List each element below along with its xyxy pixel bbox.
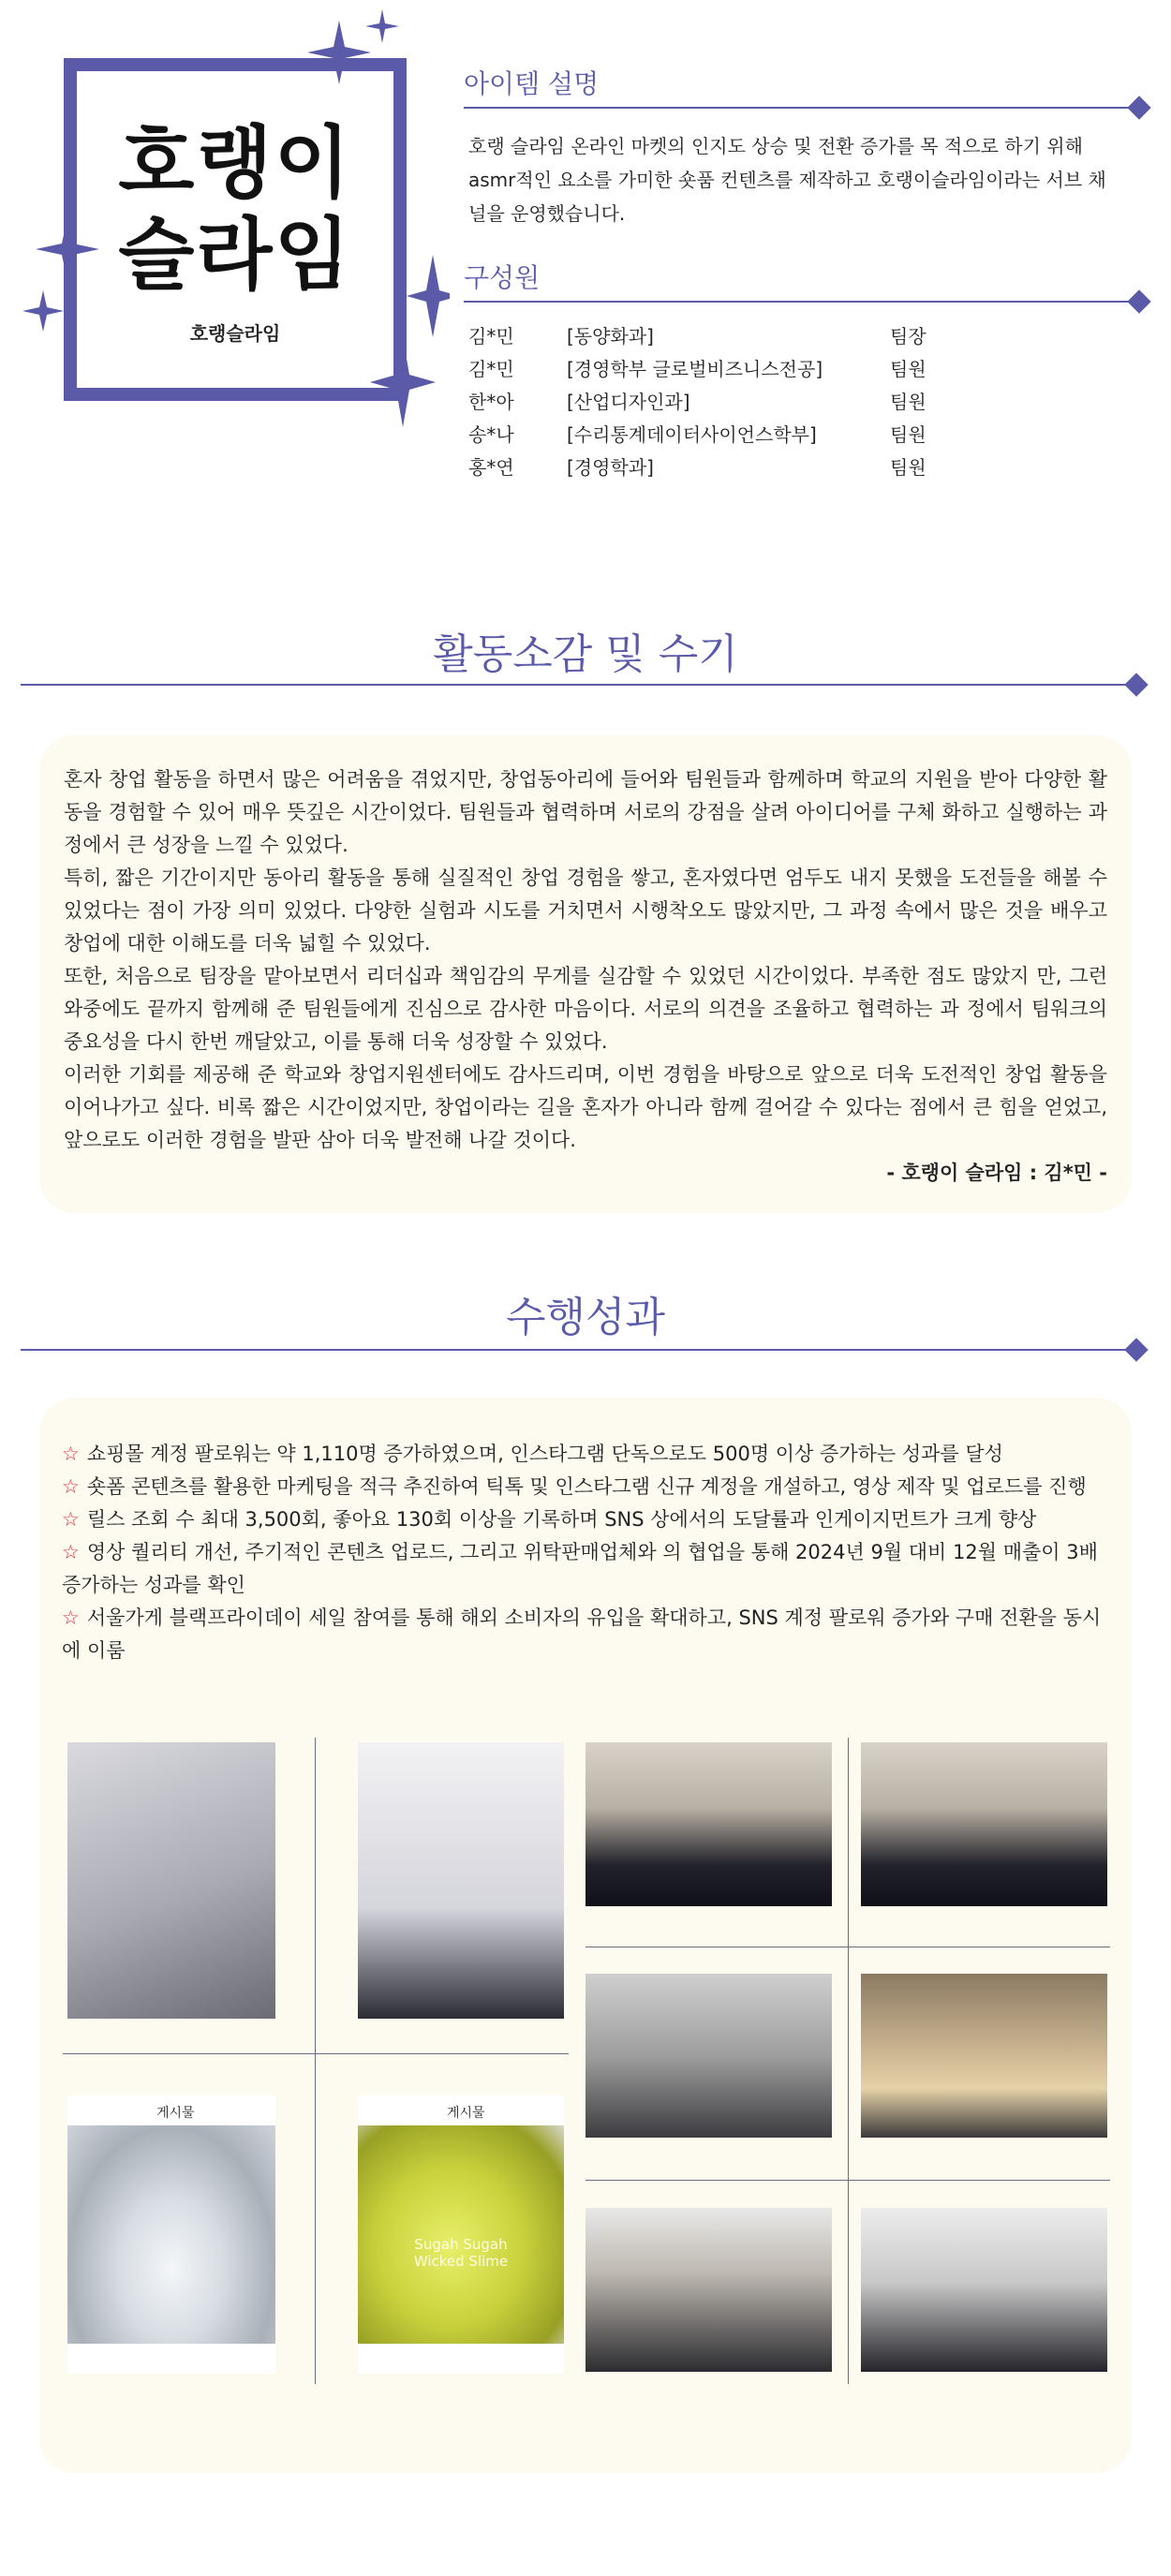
member-row [468, 450, 993, 482]
photo-sns-post-1 [67, 2095, 275, 2374]
member-row [468, 417, 993, 450]
member-name: 홍*연 [468, 456, 514, 479]
photo-workshop-2 [861, 2208, 1107, 2372]
result-item [62, 1602, 1116, 1667]
item-desc-divider [464, 107, 1138, 109]
reflection-paragraph: 이러한 기회를 제공해 준 학교와 창업지원센터에도 감사드리며, 이번 경험을 바탕으로 앞으로 더욱 도전적인 창업 활동을 이어나가고 싶다. 비록 짧은 시간이었지만, 창업이라는 길을 혼자가 아니라 함께 걸어갈 수 있다는 점에서 큰 힘을 얻었고, 앞으로도 이러한 경험을 발판 삼아 더욱 발전해 나갈 것이다. [64, 1063, 1107, 1151]
reflection-signature: - 호랭이 슬라임 : 김*민 - [886, 1162, 1107, 1184]
member-name: 김*민 [468, 358, 514, 380]
members-list [468, 318, 993, 482]
photo-filming-setup [67, 1742, 275, 2019]
photo-workshop-1 [586, 2208, 832, 2372]
star-icon: ☆ [62, 1508, 80, 1531]
photo-presentation-2 [861, 1974, 1107, 2138]
member-row [468, 384, 993, 417]
member-row [468, 351, 993, 384]
logo-title-line1: 호랭이 [118, 117, 352, 209]
result-text: 쇼핑몰 계정 팔로워는 약 1,110명 증가하였으며, 인스타그램 단독으로도 500명 이상 증가하는 성과를 달성 [86, 1443, 1003, 1465]
star-icon: ☆ [62, 1541, 80, 1563]
member-name: 김*민 [468, 325, 514, 348]
grid-divider [848, 1738, 849, 2384]
results-heading: 수행성과 [505, 1294, 665, 1341]
item-desc-heading: 아이템 설명 [464, 68, 600, 99]
member-row [468, 318, 993, 351]
reflection-heading: 활동소감 및 수기 [433, 630, 738, 678]
result-item [62, 1438, 1116, 1471]
photo-sns-post-2 [358, 2095, 564, 2374]
member-dept: [경영학부 글로벌비즈니스전공] [567, 358, 823, 380]
item-desc-text: 호랭 슬라임 온라인 마켓의 인지도 상승 및 전환 증가를 목 적으로 하기 위해 asmr적인 요소를 가미한 숏품 컨텐츠를 제작하고 호랭이슬라임이라는 서브 채널을 운영했습니다. [468, 135, 1106, 225]
member-name: 한*아 [468, 391, 514, 413]
reflection-paragraph: 또한, 처음으로 팀장을 맡아보면서 리더십과 책임감의 무게를 실감할 수 있었던 시간이었다. 부족한 점도 많았지 만, 그런 와중에도 끝까지 함께해 준 팀원들에게 진심으로 감사한 마음이다. 서로의 의견을 조율하고 협력하는 과 정에서 팀워크의 중요성을 다시 한번 깨달았고, 이를 통해 더욱 성장할 수 있었다. [64, 965, 1107, 1053]
logo-title-line2: 슬라임 [118, 209, 352, 301]
reflection-paragraph: 혼자 창업 활동을 하면서 많은 어려움을 겪었지만, 창업동아리에 들어와 팀원들과 함께하며 학교의 지원을 받아 다양한 활동을 경험할 수 있어 매우 뜻깊은 시간이었다. 팀원들과 협력하며 서로의 강점을 살려 아이디어를 구체 화하고 실행하는 과정에서 큰 성장을 느낄 수 있었다. [64, 768, 1107, 856]
photo-slime-making [358, 1742, 564, 2019]
brand-logo [19, 9, 450, 440]
member-dept: [경영학과] [567, 456, 654, 479]
member-dept: [산업디자인과] [567, 391, 690, 413]
member-role: 팀원 [890, 456, 926, 479]
result-item [62, 1503, 1116, 1536]
item-desc-header [464, 64, 1152, 101]
photo-meeting-2 [861, 1742, 1107, 1906]
grid-divider [63, 2053, 569, 2054]
results-list [62, 1438, 1116, 1667]
result-item [62, 1471, 1116, 1503]
star-icon: ☆ [62, 1606, 80, 1629]
grid-divider [586, 2180, 1110, 2181]
reflection-card [39, 735, 1132, 1213]
members-header [464, 258, 1152, 295]
photo-meeting-1 [586, 1742, 832, 1906]
grid-divider [315, 1738, 316, 2384]
phone-overlay-text: Sugah Sugah Wicked Slime [413, 2236, 509, 2270]
results-divider [21, 1349, 1140, 1351]
result-text: 릴스 조회 수 최대 3,500회, 좋아요 130회 이상을 기록하며 SNS 상에서의 도달률과 인게이지먼트가 크게 향상 [86, 1508, 1037, 1531]
result-item [62, 1536, 1116, 1602]
result-text: 서울가게 블랙프라이데이 세일 참여를 통해 해외 소비자의 유입을 확대하고, SNS 계정 팔로워 증가와 구매 전환을 동시에 이룸 [62, 1606, 1102, 1662]
logo-title [64, 117, 407, 301]
phone-caption: 게시물 [156, 2106, 195, 2121]
phone-caption: 게시물 [447, 2106, 485, 2121]
member-role: 팀원 [890, 423, 926, 446]
member-role: 팀장 [890, 325, 926, 348]
member-role: 팀원 [890, 391, 926, 413]
logo-subtitle: 호랭슬라임 [189, 322, 281, 345]
result-text: 숏폼 콘텐츠를 활용한 마케팅을 적극 추진하여 틱톡 및 인스타그램 신규 계정을 개설하고, 영상 제작 및 업로드를 진행 [86, 1475, 1087, 1498]
photo-presentation-1 [586, 1974, 832, 2138]
phone-footer [67, 2344, 275, 2374]
member-dept: [수리통계데이터사이언스학부] [567, 423, 817, 446]
star-icon: ☆ [62, 1443, 80, 1465]
reflection-divider [21, 684, 1140, 686]
phone-footer [358, 2344, 564, 2374]
member-dept: [동양화과] [567, 325, 654, 348]
star-icon: ☆ [62, 1475, 80, 1498]
phone-screen [67, 2125, 275, 2346]
member-role: 팀원 [890, 358, 926, 380]
member-name: 송*나 [468, 423, 514, 446]
members-divider [464, 301, 1138, 303]
reflection-paragraph: 특히, 짧은 기간이지만 동아리 활동을 통해 실질적인 창업 경험을 쌓고, 혼자였다면 엄두도 내지 못했을 도전들을 해볼 수 있었다는 점이 가장 의미 있었다. 다양한 실험과 시도를 거치면서 시행착오도 많았지만, 그 과정 속에서 많은 것을 배우고 창업에 대한 이해도를 더욱 넓힐 수 있었다. [64, 866, 1107, 955]
members-heading: 구성원 [464, 262, 541, 293]
result-text: 영상 퀄리티 개선, 주기적인 콘텐츠 업로드, 그리고 위탁판매업체와 의 협업을 통해 2024년 9월 대비 12월 매출이 3배 증가하는 성과를 확인 [62, 1541, 1098, 1596]
